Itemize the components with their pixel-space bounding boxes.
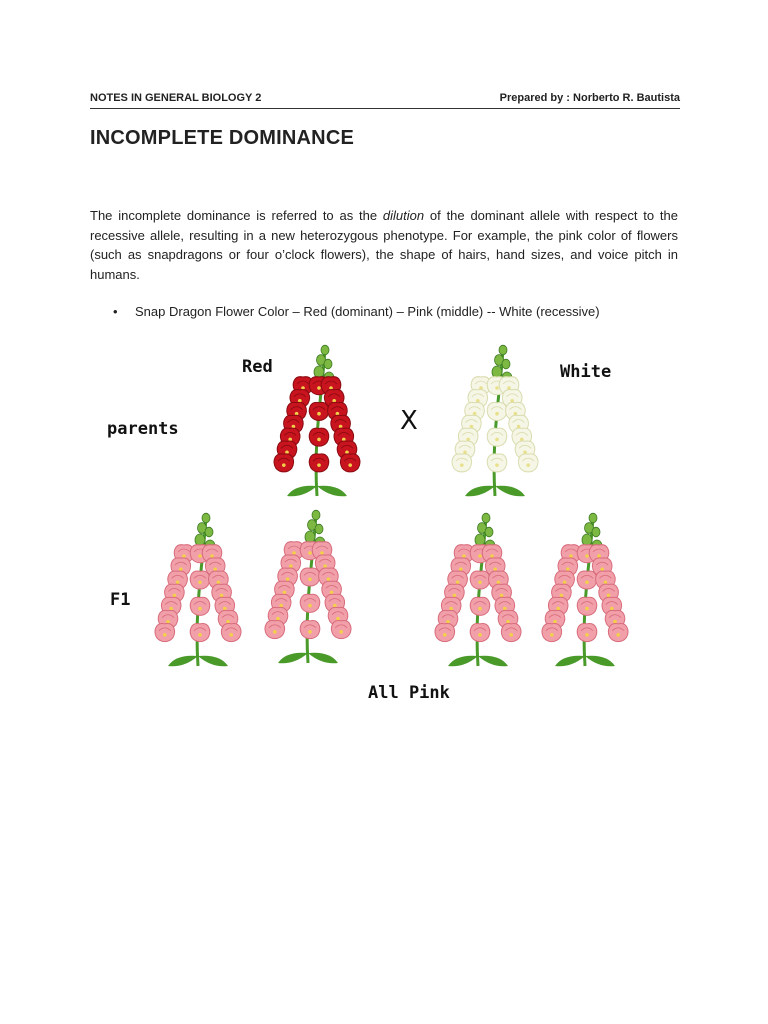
- pink-snapdragon-image-1: [148, 508, 248, 670]
- bullet-symbol: •: [113, 304, 118, 319]
- label-f1: F1: [110, 590, 131, 610]
- pink-snapdragon-image-4: [535, 508, 635, 670]
- label-white: White: [560, 362, 612, 382]
- cross-symbol: X: [400, 406, 418, 436]
- paragraph-start: The incomplete dominance is referred to as the: [90, 208, 383, 223]
- intro-paragraph: [90, 206, 678, 284]
- page-header: [90, 92, 680, 109]
- paragraph-end: of the dominant allele with respect to the recessive allele, resulting in a new heterozygous phenotype. For example, the pink color of flowers (such as snapdragons or four o’clock flowers), the shape of hairs, hand sizes, and voice pitch in humans.: [90, 208, 678, 282]
- red-snapdragon-image: [262, 340, 372, 500]
- label-all-pink: All Pink: [368, 683, 450, 703]
- pink-snapdragon-image-3: [428, 508, 528, 670]
- header-author: Prepared by : Norberto R. Bautista: [499, 92, 680, 104]
- paragraph-emphasis: dilution: [382, 208, 425, 223]
- header-course-title: NOTES IN GENERAL BIOLOGY 2: [90, 92, 262, 104]
- page-title: INCOMPLETE DOMINANCE: [90, 127, 354, 149]
- label-parents: parents: [107, 419, 179, 439]
- bullet-text: Snap Dragon Flower Color – Red (dominant) – Pink (middle) -- White (recessive): [135, 304, 600, 319]
- white-snapdragon-image: [440, 340, 550, 500]
- label-red: Red: [242, 357, 273, 377]
- pink-snapdragon-image-2: [258, 505, 358, 667]
